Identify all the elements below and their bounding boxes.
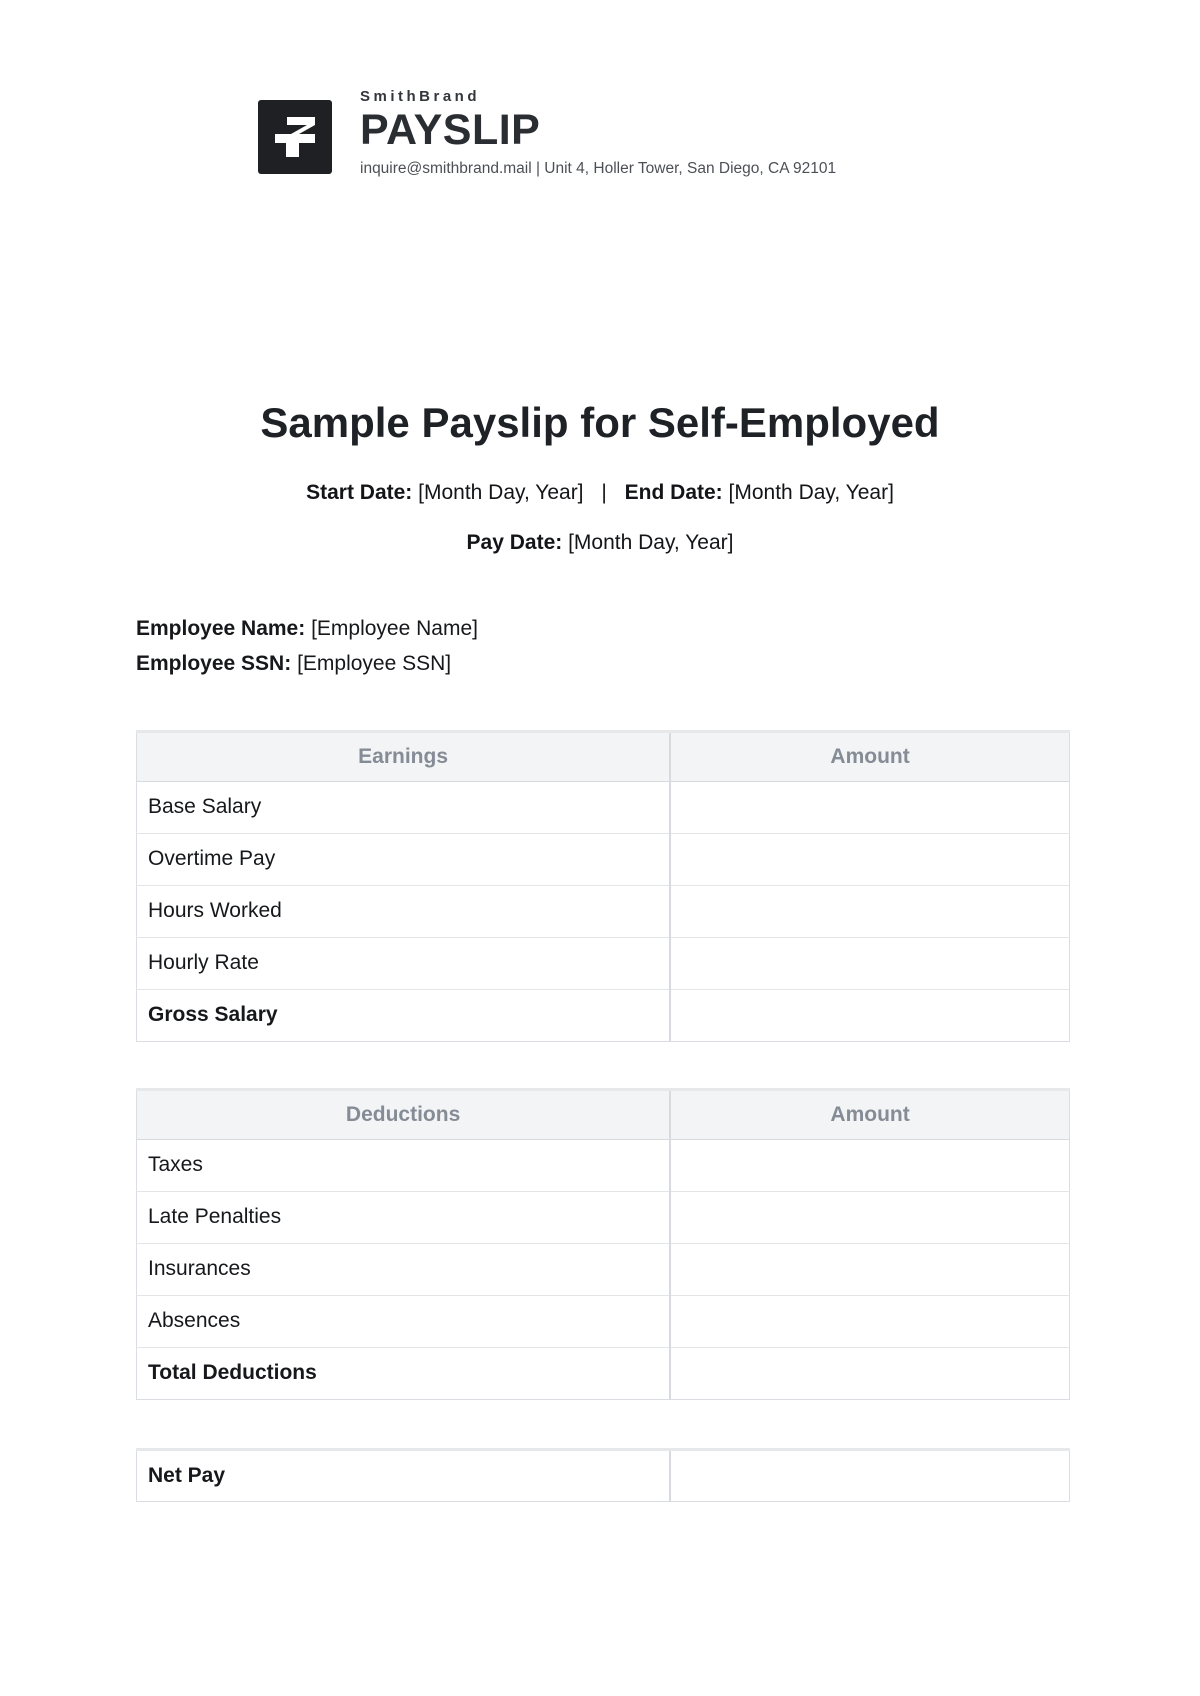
employee-info-block <box>136 617 1200 676</box>
employee-ssn-value: [Employee SSN] <box>297 651 452 675</box>
table-row <box>137 1449 1070 1501</box>
row-label-cell: Base Salary <box>148 795 262 819</box>
pay-date-value: [Month Day, Year] <box>568 530 734 554</box>
table-row <box>137 885 1070 937</box>
table-row <box>137 1243 1070 1295</box>
row-label-cell: Hours Worked <box>137 885 671 937</box>
document-type-title: PAYSLIP <box>360 106 541 154</box>
brand-header <box>0 0 1200 178</box>
table-row <box>137 1191 1070 1243</box>
row-label-cell: Total Deductions <box>137 1347 671 1399</box>
row-amount-cell <box>670 1139 1069 1191</box>
row-amount-cell <box>670 1243 1069 1295</box>
table-row <box>137 989 1070 1041</box>
row-label-cell: Taxes <box>148 1153 203 1177</box>
employee-ssn-label: Employee SSN: <box>136 651 292 675</box>
pay-date-line <box>0 531 1200 555</box>
row-label-cell: Insurances <box>137 1243 671 1295</box>
table-header-row <box>137 1089 1070 1139</box>
row-amount-cell <box>670 781 1069 833</box>
table-row <box>137 1295 1070 1347</box>
row-label-cell: Hourly Rate <box>137 937 671 989</box>
earnings-table <box>136 730 1070 1042</box>
row-amount-cell <box>670 885 1069 937</box>
column-header: Earnings <box>137 731 671 781</box>
employee-name-value: [Employee Name] <box>311 616 478 640</box>
row-amount-cell <box>670 833 1069 885</box>
table-row <box>137 1347 1070 1399</box>
row-amount-cell <box>670 1295 1069 1347</box>
column-header: Amount <box>670 1089 1069 1139</box>
table-row <box>137 781 1070 833</box>
start-date-label: Start Date: <box>306 480 413 504</box>
row-amount-cell <box>670 1449 1069 1501</box>
row-label-cell: Overtime Pay <box>137 833 671 885</box>
table-row <box>137 1139 1070 1191</box>
end-date-label: End Date: <box>624 480 723 504</box>
brand-contact-line: inquire@smithbrand.mail | Unit 4, Holler Tower, San Diego, CA 92101 <box>360 160 837 178</box>
end-date-value: [Month Day, Year] <box>728 480 894 504</box>
row-amount-cell <box>670 937 1069 989</box>
start-date-value: [Month Day, Year] <box>418 480 584 504</box>
row-label-cell: Net Pay <box>148 1463 226 1487</box>
table-row <box>137 937 1070 989</box>
row-label-cell: Late Penalties <box>137 1191 671 1243</box>
row-amount-cell <box>670 1347 1069 1399</box>
period-dates-line <box>0 481 1200 505</box>
employee-name-label: Employee Name: <box>136 616 306 640</box>
row-label-cell: Gross Salary <box>137 989 671 1041</box>
row-amount-cell <box>670 1191 1069 1243</box>
page-title: Sample Payslip for Self-Employed <box>260 399 940 447</box>
payslip-brand-mark-icon <box>273 114 317 160</box>
table-header-row <box>137 731 1070 781</box>
row-amount-cell <box>670 989 1069 1041</box>
column-header: Amount <box>670 731 1069 781</box>
date-separator: | <box>601 480 607 504</box>
table-row <box>137 833 1070 885</box>
pay-date-label: Pay Date: <box>466 530 563 554</box>
brand-name: SmithBrand <box>360 88 481 105</box>
net-pay-table <box>136 1448 1070 1502</box>
deductions-table <box>136 1088 1070 1400</box>
column-header: Deductions <box>137 1089 671 1139</box>
employee-name-line <box>136 617 1200 641</box>
row-label-cell: Absences <box>137 1295 671 1347</box>
brand-text-block <box>360 88 836 178</box>
employee-ssn-line <box>136 652 1200 676</box>
brand-logo <box>258 100 332 174</box>
